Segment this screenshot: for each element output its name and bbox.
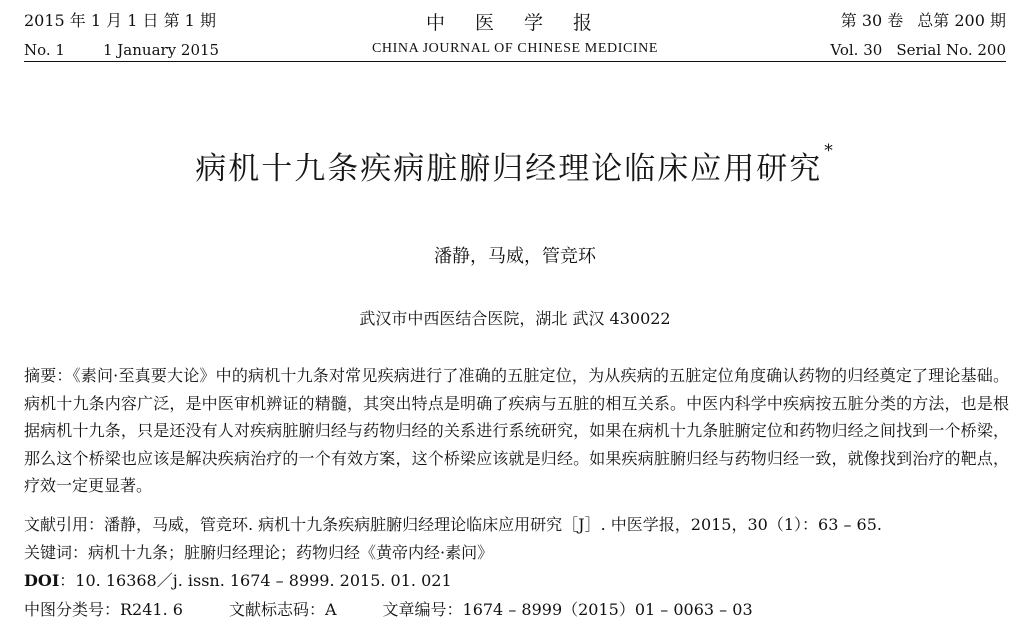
article-title bbox=[0, 143, 1030, 188]
keywords-line: 关键词：病机十九条；脏腑归经理论；药物归经《黄帝内经·素问》 bbox=[24, 543, 494, 562]
volume-en: Vol. 30 bbox=[830, 41, 883, 59]
article-title-text: 病机十九条疾病脏腑归经理论临床应用研究 bbox=[195, 151, 823, 187]
article-number: 文章编号：1674 – 8999（2015）01 – 0063 – 03 bbox=[382, 600, 753, 619]
journal-name-en: CHINA JOURNAL OF CHINESE MEDICINE bbox=[371, 41, 659, 56]
volume-serial-en bbox=[830, 41, 1006, 59]
doi-line bbox=[24, 568, 1009, 591]
document-code: 文献标志码：A bbox=[228, 600, 337, 619]
citation-line: 文献引用：潘静，马威，管竞环. 病机十九条疾病脏腑归经理论临床应用研究［J］. 中医学报，2015，30（1）：63 – 65. bbox=[24, 515, 882, 534]
classification-line bbox=[24, 597, 1009, 620]
running-header-top bbox=[24, 8, 1006, 34]
serial-cn: 总第 200 期 bbox=[917, 11, 1006, 30]
author-affiliation: 武汉市中西医结合医院，湖北 武汉 430022 bbox=[359, 309, 671, 328]
volume-serial-cn bbox=[841, 8, 1006, 31]
date-en: 1 January 2015 bbox=[102, 41, 220, 59]
title-footnote-mark: * bbox=[824, 141, 835, 161]
header-rule bbox=[24, 61, 1006, 62]
clc-number: 中图分类号：R241. 6 bbox=[24, 600, 183, 619]
doi-label: DOI bbox=[24, 571, 60, 590]
issue-date-en bbox=[24, 41, 219, 59]
running-header-bottom bbox=[24, 41, 1006, 59]
volume-cn: 第 30 卷 bbox=[840, 11, 904, 30]
issue-date-cn: 2015 年 1 月 1 日 第 1 期 bbox=[24, 11, 216, 30]
abstract: 摘要：《素问·至真要大论》中的病机十九条对常见疾病进行了准确的五脏定位，为从疾病的五脏定位角度确认药物的归经奠定了理论基础。病机十九条内容广泛，是中医审机辨证的精髓，其突出特点是明确了疾病与五脏的相互关系。中医内科学中疾病按五脏分类的方法，也是根据病机十九条，只是还没有人对疾病脏腑归经与药物归经的关系进行系统研究，如果在病机十九条脏腑定位和药物归经之间找到一个桥梁，那么这个桥梁也应该是解决疾病治疗的一个有效方案，这个桥梁应该就是归经。如果疾病脏腑归经与药物归经一致，就像找到治疗的靶点，疗效一定更显著。 bbox=[24, 366, 1009, 495]
issue-number-en: No. 1 bbox=[24, 41, 65, 59]
serial-en: Serial No. 200 bbox=[896, 41, 1006, 59]
author-list: 潘静，马威，管竞环 bbox=[434, 246, 596, 267]
doi-value: ：10. 16368／j. issn. 1674 – 8999. 2015. 01. 021 bbox=[59, 571, 452, 590]
journal-name-cn: 中 医 学 报 bbox=[425, 12, 605, 34]
